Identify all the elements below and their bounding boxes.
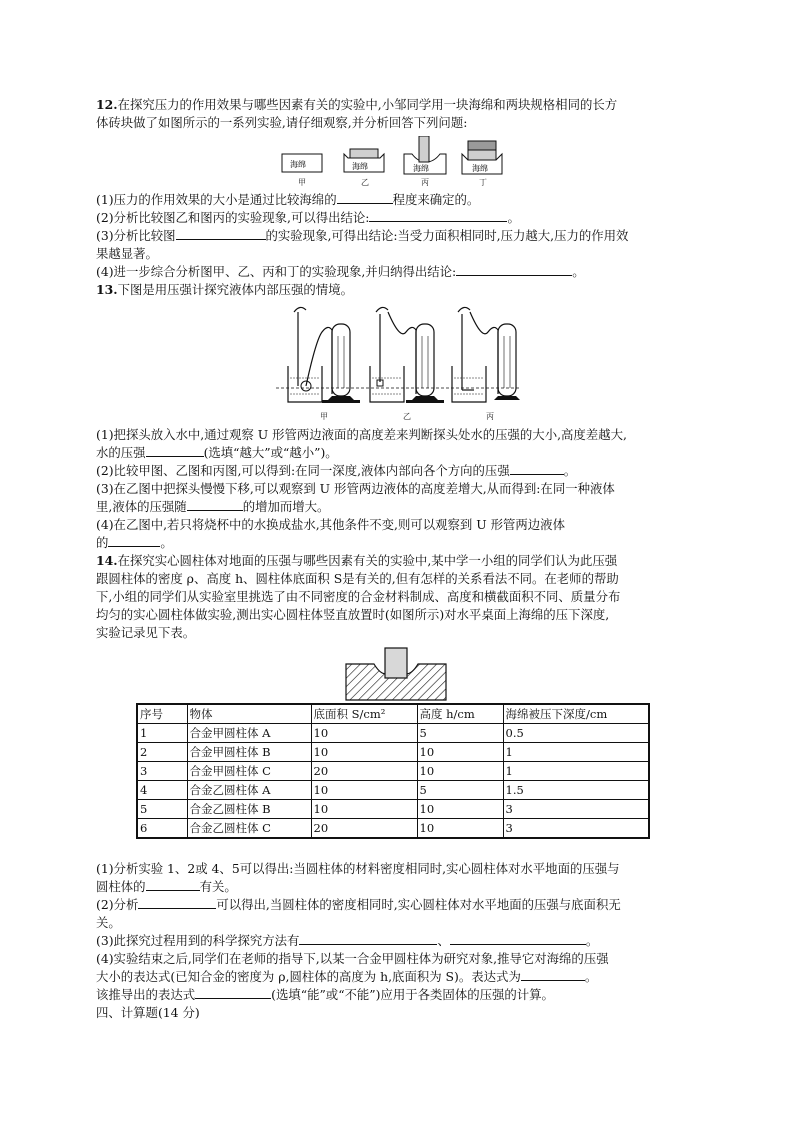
table-cell: 10 (417, 819, 503, 839)
q14-stem-line1 (96, 552, 706, 570)
q12-part1 (96, 191, 706, 209)
q13-part2 (96, 462, 706, 480)
table-cell: 1 (137, 724, 187, 743)
q12-p4-text: (4)进一步综合分析图甲、乙、丙和丁的实验现象,并归纳得出结论: (96, 264, 457, 279)
q13-label-yi: 乙 (403, 412, 411, 421)
q14-p1-text: 圆柱体的 (96, 879, 146, 894)
table-row (137, 800, 649, 819)
table-cell: 10 (311, 781, 417, 800)
q14-p3-text-end: 。 (585, 933, 599, 948)
table-header: 序号 (137, 704, 187, 724)
brick-ding-top (468, 141, 496, 150)
q13-p3-text: 里,液体的压强随 (96, 499, 187, 514)
q13-p4-text: 的 (96, 535, 109, 550)
q13-part4: (4)在乙图中,若只将烧杯中的水换成盐水,其他条件不变,则可以观察到 U 形管两边液体 (96, 517, 565, 532)
q13-p2-blank[interactable] (510, 462, 564, 475)
q13-p4-text-end: 。 (160, 535, 173, 550)
q12-p1-text: (1)压力的作用效果的大小是通过比较海绵的 (96, 192, 337, 207)
table-cell: 10 (311, 724, 417, 743)
q14-p4-text-end: 。 (584, 969, 598, 984)
table-cell: 10 (417, 762, 503, 781)
q13-part3-cont (96, 498, 706, 516)
q12-sponge-figure (280, 136, 510, 186)
q12-p3-blank[interactable] (176, 227, 266, 240)
q13-p4-blank[interactable] (108, 534, 160, 547)
table-cell: 6 (137, 819, 187, 839)
q12-p3-text: (3)分析比较图 (96, 228, 176, 243)
q12-stem-text: 在探究压力的作用效果与哪些因素有关的实验中,小邹同学用一块海绵和两块规格相同的长方 (117, 97, 618, 112)
q12-p2-text-end: 。 (507, 210, 520, 225)
q12-label-ding: 丁 (479, 178, 487, 187)
manometer-setup-yi (370, 307, 444, 403)
table-cell: 3 (137, 762, 187, 781)
q14-part1: (1)分析实验 1、2或 4、5可以得出:当圆柱体的材料密度相同时,实心圆柱体对水平地面的压强与 (96, 861, 620, 876)
q12-p2-blank[interactable] (369, 209, 507, 222)
q14-p2-text-cont: 可以得出,当圆柱体的密度相同时,实心圆柱体对水平地面的压强与底面积无 (216, 897, 621, 912)
q14-p4-blank-2[interactable] (195, 986, 271, 999)
table-header: 物体 (187, 704, 311, 724)
q12-p2-text: (2)分析比较图乙和图丙的实验现象,可以得出结论: (96, 210, 370, 225)
table-cell: 1.5 (503, 781, 649, 800)
q12-stem-line1 (96, 96, 706, 114)
q13-p2-text-end: 。 (563, 463, 577, 478)
q14-part3 (96, 932, 706, 950)
table-cell: 合金乙圆柱体 C (187, 819, 311, 839)
q14-part2-cont: 关。 (96, 915, 121, 930)
table-cell: 10 (311, 800, 417, 819)
table-row (137, 724, 649, 743)
sponge-label: 海绵 (413, 164, 429, 173)
table-row (137, 781, 649, 800)
table-cell: 2 (137, 743, 187, 762)
q14-stem-line5: 实验记录见下表。 (96, 625, 196, 640)
table-cell: 3 (503, 819, 649, 839)
table-cell: 合金甲圆柱体 B (187, 743, 311, 762)
section-4-heading: 四、计算题(14 分) (96, 1005, 200, 1020)
table-row (137, 819, 649, 839)
brick-ding-bottom (468, 150, 496, 160)
table-header: 高度 h/cm (417, 704, 503, 724)
q12-label-bing: 丙 (421, 178, 429, 187)
q14-p3-text: (3)此探究过程用到的科学探究方法有 (96, 933, 300, 948)
manometer-setup-bing (452, 307, 520, 402)
table-row (137, 743, 649, 762)
q12-label-yi: 乙 (361, 178, 369, 187)
q14-stem-text: 在探究实心圆柱体对地面的压强与哪些因素有关的实验中,某中学一小组的同学们认为此压强 (117, 553, 618, 568)
table-cell: 10 (417, 743, 503, 762)
q12-p1-text-end: 程度来确定的。 (392, 192, 480, 207)
table-cell: 合金甲圆柱体 C (187, 762, 311, 781)
q14-p3-sep: 、 (437, 933, 450, 948)
q13-label-jia: 甲 (320, 412, 328, 421)
q13-p3-text-end: 的增加而增大。 (242, 499, 330, 514)
sponge-label: 海绵 (290, 160, 306, 169)
table-cell: 合金甲圆柱体 A (187, 724, 311, 743)
q13-label-bing: 丙 (486, 412, 494, 421)
q14-p1-blank[interactable] (146, 878, 200, 891)
table-cell: 5 (137, 800, 187, 819)
table-cell: 10 (417, 800, 503, 819)
q14-p4-text-2: 该推导出的表达式 (96, 987, 196, 1002)
q14-cylinder-figure (344, 646, 448, 702)
q14-p3-blank-2[interactable] (450, 932, 586, 945)
q13-number: 13. (96, 282, 118, 297)
q13-part1-cont (96, 444, 706, 462)
q12-p1-blank[interactable] (337, 191, 393, 204)
q13-p1-text: 水的压强 (96, 445, 146, 460)
q14-number: 14. (96, 553, 118, 568)
table-header: 底面积 S/cm² (311, 704, 417, 724)
table-cell: 合金乙圆柱体 B (187, 800, 311, 819)
brick-bing (419, 136, 429, 162)
table-cell: 5 (417, 724, 503, 743)
manometer-setup-jia (288, 307, 360, 403)
q14-p3-blank-1[interactable] (299, 932, 437, 945)
sponge-label: 海绵 (352, 162, 368, 171)
q14-part2 (96, 896, 706, 914)
table-header: 海绵被压下深度/cm (503, 704, 649, 724)
q14-p2-blank[interactable] (138, 896, 216, 909)
q12-part3-cont: 果越显著。 (96, 246, 158, 261)
table-cell: 1 (503, 762, 649, 781)
table-cell: 3 (503, 800, 649, 819)
brick-yi (350, 149, 378, 158)
q13-p1-text-end: (选填“越大”或“越小”)。 (203, 445, 338, 460)
q14-p4-text: 大小的表达式(已知合金的密度为 ρ,圆柱体的高度为 h,底面积为 S)。表达式为 (96, 969, 521, 984)
q14-part4-cont (96, 968, 706, 986)
q13-manometer-figure (276, 300, 520, 412)
table-cell: 20 (311, 762, 417, 781)
q14-p1-text-end: 有关。 (199, 879, 237, 894)
table-cell: 20 (311, 819, 417, 839)
table-cell: 4 (137, 781, 187, 800)
q13-part4-cont (96, 534, 706, 552)
q12-p4-blank[interactable] (456, 263, 572, 276)
table-cell: 10 (311, 743, 417, 762)
table-cell: 0.5 (503, 724, 649, 743)
q13-stem-text: 下图是用压强计探究液体内部压强的情境。 (117, 282, 353, 297)
q14-data-table (136, 703, 650, 839)
q12-number: 12. (96, 97, 118, 112)
table-cell: 1 (503, 743, 649, 762)
q14-p2-text: (2)分析 (96, 897, 139, 912)
q14-p4-text-end-2: (选填“能”或“不能”)应用于各类固体的压强的计算。 (271, 987, 554, 1002)
q13-p1-blank[interactable] (146, 444, 204, 457)
q14-p4-blank-1[interactable] (521, 968, 585, 981)
table-row (137, 762, 649, 781)
q12-p3-text-cont: 的实验现象,可得出结论:当受力面积相同时,压力越大,压力的作用效 (265, 228, 629, 243)
table-header-row (137, 704, 649, 724)
q12-stem-line2: 体砖块做了如图所示的一系列实验,请仔细观察,并分析回答下列问题: (96, 115, 468, 130)
q13-part3: (3)在乙图中把探头慢慢下移,可以观察到 U 形管两边液体的高度差增大,从而得到:在同一种液体 (96, 481, 615, 496)
q12-part4 (96, 263, 706, 281)
q12-label-jia: 甲 (298, 178, 306, 187)
sponge-label: 海绵 (472, 164, 488, 173)
q13-p3-blank[interactable] (187, 498, 243, 511)
q14-stem-line2: 跟圆柱体的密度 ρ、高度 h、圆柱体底面积 S是有关的,但有怎样的关系看法不同。在老师的帮助 (96, 571, 619, 586)
table-cell: 合金乙圆柱体 A (187, 781, 311, 800)
q14-part1-cont (96, 878, 706, 896)
q13-stem (96, 281, 706, 299)
q14-stem-line4: 均匀的实心圆柱体做实验,测出实心圆柱体竖直放置时(如图所示)对水平桌面上海绵的压下深度, (96, 607, 610, 622)
q14-part4: (4)实验结束之后,同学们在老师的指导下,以某一合金甲圆柱体为研究对象,推导它对海绵的压强 (96, 951, 609, 966)
q12-part2 (96, 209, 706, 227)
table-cell: 5 (417, 781, 503, 800)
q14-part4-cont2 (96, 986, 706, 1004)
q13-part1: (1)把探头放入水中,通过观察 U 形管两边液面的高度差来判断探头处水的压强的大小,高度差越大, (96, 427, 627, 442)
q13-p2-text: (2)比较甲图、乙图和丙图,可以得到:在同一深度,液体内部向各个方向的压强 (96, 463, 510, 478)
cylinder (385, 648, 407, 678)
q14-stem-line3: 下,小组的同学们从实验室里挑选了由不同密度的合金材料制成、高度和横截面积不同、质量分布 (96, 589, 621, 604)
q12-part3 (96, 227, 706, 245)
q12-p4-text-end: 。 (572, 264, 585, 279)
